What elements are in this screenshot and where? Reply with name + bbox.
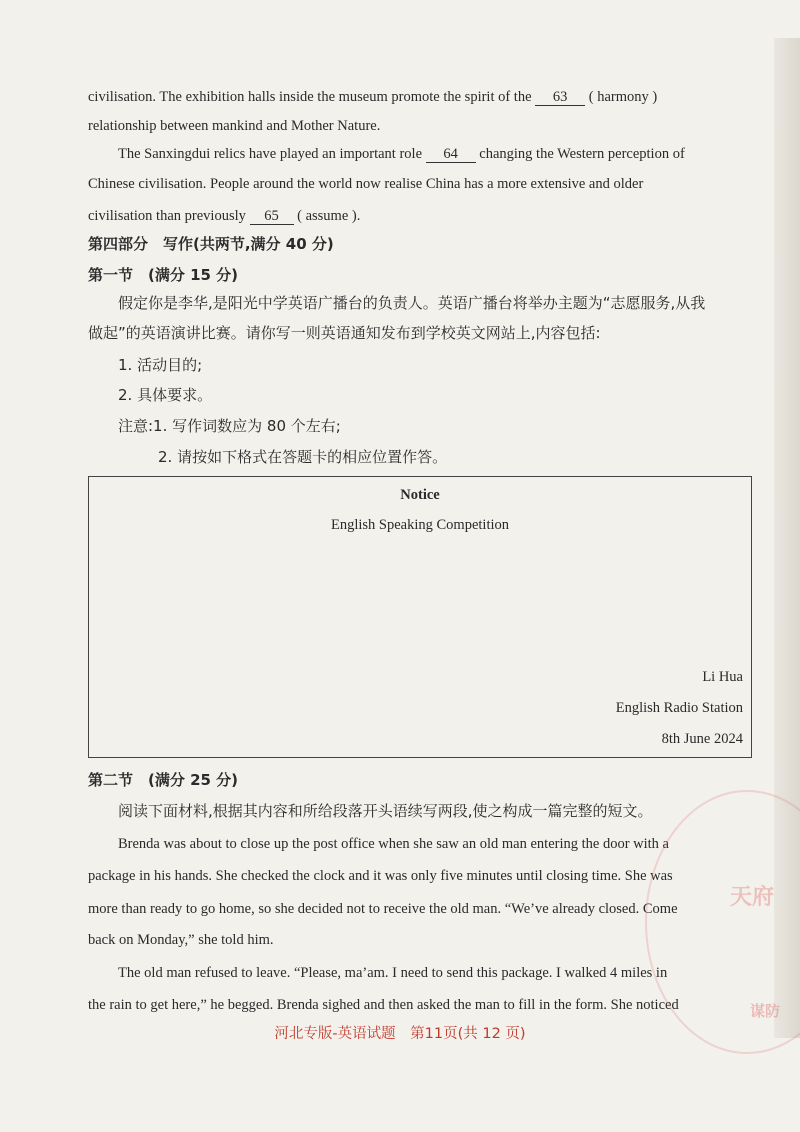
passage-line-1: civilisation. The exhibition halls inside the museum promote the spirit of the 63 ( harmony ) [88, 89, 658, 105]
story-line-3: more than ready to go home, so she decided not to receive the old man. “We’ve already closed. Come [88, 901, 678, 917]
story-line-4: back on Monday,” she told him. [88, 932, 274, 948]
watermark-stamp-text-2: 谋防 [750, 1002, 781, 1020]
section1-item-1: 1. 活动目的; [118, 356, 203, 374]
section1-note-1: 注意:1. 写作词数应为 80 个左右; [118, 417, 341, 435]
passage-line-4: Chinese civilisation. People around the world now realise China has a more extensive and older [88, 176, 644, 192]
story-line-5: The old man refused to leave. “Please, ma’am. I need to send this package. I walked 4 miles in [118, 965, 668, 981]
blank-64: 64 [426, 147, 476, 163]
story-line-6: the rain to get here,” he begged. Brenda sighed and then asked the man to fill in the form. She noticed [88, 997, 679, 1013]
notice-answer-box [88, 476, 752, 758]
notice-signature-org: English Radio Station [615, 700, 743, 716]
notice-date: 8th June 2024 [661, 731, 743, 747]
watermark-stamp-text: 天府 [730, 885, 775, 910]
blank-63: 63 [535, 90, 585, 106]
passage-line-3: The Sanxingdui relics have played an important role 64 changing the Western perception of [118, 146, 685, 162]
section2-instruction: 阅读下面材料,根据其内容和所给段落开头语续写两段,使之构成一篇完整的短文。 [118, 802, 653, 820]
notice-title: Notice [400, 487, 440, 503]
section1-item-2: 2. 具体要求。 [118, 386, 213, 404]
page-footer: 河北专版-英语试题 第11页(共 12 页) [274, 1026, 526, 1042]
notice-signature-name: Li Hua [702, 669, 743, 685]
story-line-2: package in his hands. She checked the clock and it was only five minutes until closing time. She was [88, 868, 673, 884]
section1-heading: 第一节 (满分 15 分) [88, 266, 239, 284]
notice-subtitle: English Speaking Competition [330, 517, 510, 533]
section1-prompt-line-2: 做起”的英语演讲比赛。请你写一则英语通知发布到学校英文网站上,内容包括: [88, 324, 601, 342]
section2-heading: 第二节 (满分 25 分) [88, 771, 239, 789]
passage-line-5: civilisation than previously 65 ( assume ). [88, 208, 361, 224]
section1-note-2: 2. 请按如下格式在答题卡的相应位置作答。 [158, 448, 448, 466]
story-line-1: Brenda was about to close up the post office when she saw an old man entering the door with a [118, 836, 669, 852]
section1-prompt-line-1: 假定你是李华,是阳光中学英语广播台的负责人。英语广播台将举办主题为“志愿服务,从我 [118, 294, 706, 312]
passage-line-2: relationship between mankind and Mother Nature. [88, 118, 381, 134]
part4-heading: 第四部分 写作(共两节,满分 40 分) [88, 235, 334, 253]
blank-65: 65 [250, 209, 294, 225]
